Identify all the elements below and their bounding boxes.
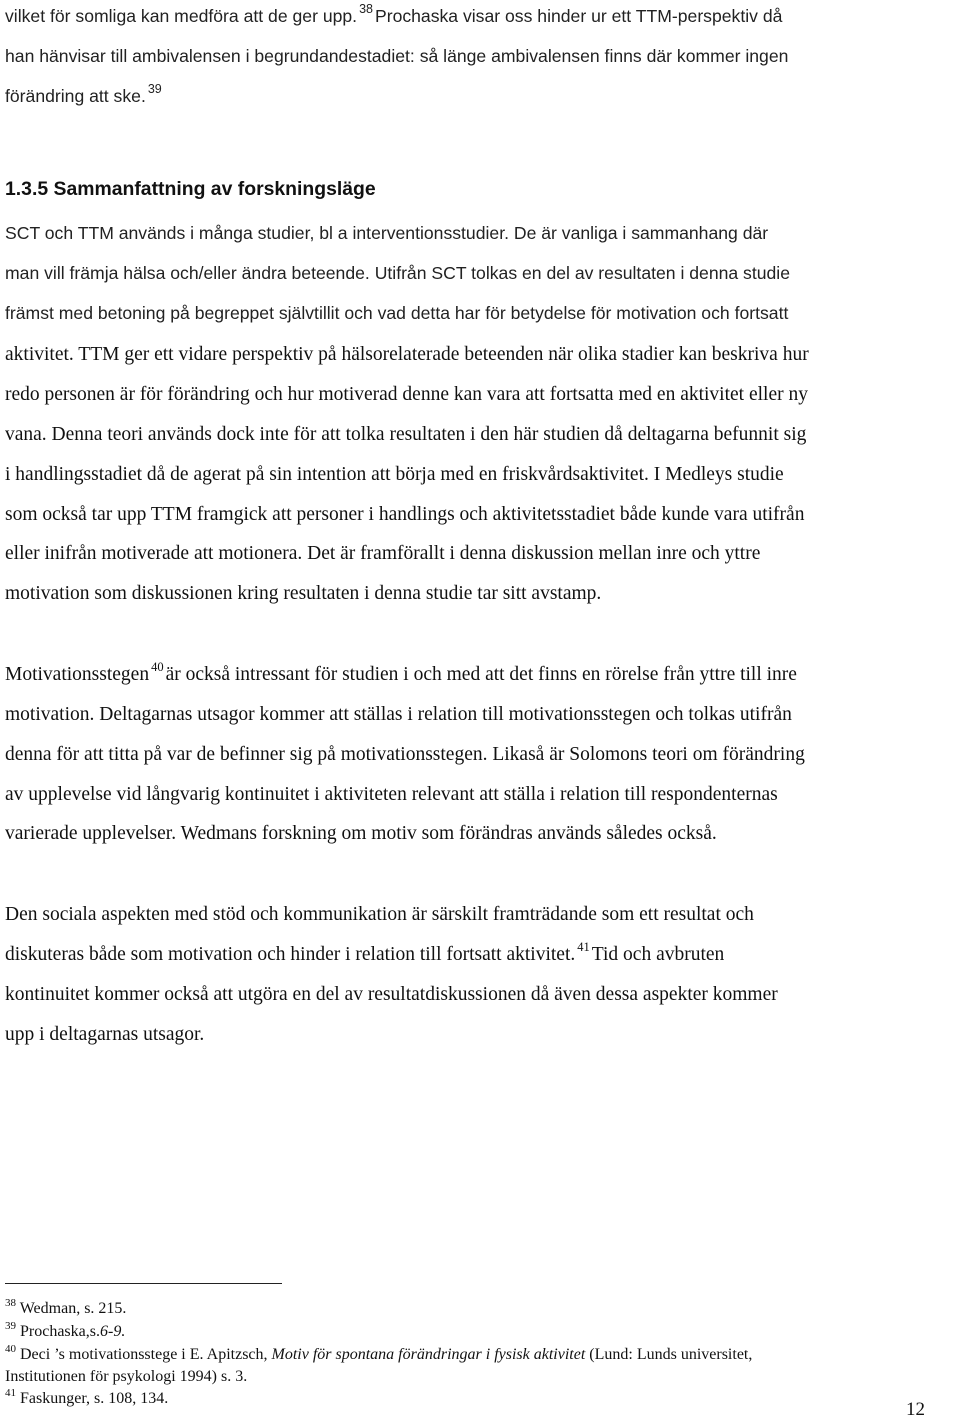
footnote-40-line-2: Institutionen för psykologi 1994) s. 3. xyxy=(5,1368,248,1385)
p2-line-5: varierade upplevelser. Wedmans forskning om motiv som förändras används således också. xyxy=(5,823,717,844)
p2-line-2: motivation. Deltagarnas utsagor kommer att ställas i relation till motivationsstegen och tolkas utifrån xyxy=(5,704,792,725)
footnote-39: $^{39}$ Prochaska,s.6-9. xyxy=(5,1320,126,1340)
footnote-separator xyxy=(5,1283,282,1284)
p1-line-3: främst med betoning på begreppet självtillit och vad detta har för betydelse för motivation och fortsatt xyxy=(5,303,789,323)
p1-line-8: som också tar upp TTM framgick att personer i handlings och aktivitetsstadiet både kunde vara utifrån xyxy=(5,504,805,525)
footnote-40: $^{40}$ Deci ’s motivationsstege i E. Apitzsch, Motiv för spontana förändringar i fysisk aktivitet (Lund: Lunds universitet, xyxy=(5,1343,753,1363)
intro-line-2: han hänvisar till ambivalensen i begrundandestadiet: så länge ambivalensen finns där kommer ingen xyxy=(5,46,789,66)
p1-line-2: man vill främja hälsa och/eller ändra beteende. Utifrån SCT tolkas en del av resultaten i denna studie xyxy=(5,263,791,283)
footnote-ref-39[interactable]: 39 xyxy=(147,82,162,96)
p3-line-3: kontinuitet kommer också att utgöra en del av resultatdiskussionen då även dessa aspekter kommer xyxy=(5,984,778,1005)
footnote-ref-40[interactable]: 40 xyxy=(151,660,164,674)
p2-line-1: Motivationsstegen $^{40}$ är också intressant för studien i och med att det finns en rörelse från yttre till inre xyxy=(5,660,797,685)
p1-line-6: vana. Denna teori används dock inte för att tolka resultaten i den här studien då deltagarna befunnit sig xyxy=(5,424,807,445)
footnote-41: $^{41}$ Faskunger, s. 108, 134. xyxy=(5,1387,169,1407)
p2-line-4: av upplevelse vid långvarig kontinuitet i aktiviteten relevant att ställa i relation till respondenternas xyxy=(5,784,778,805)
p2-line-3: denna för att titta på var de befinner sig på motivationsstegen. Likaså är Solomons teori om förändring xyxy=(5,744,805,765)
p3-line-2: diskuteras både som motivation och hinder i relation till fortsatt aktivitet. $^{41}$ Tid och avbruten xyxy=(5,940,725,965)
footnote-38: $^{38}$ Wedman, s. 215. xyxy=(5,1297,127,1317)
p3-line-1: Den sociala aspekten med stöd och kommunikation är särskilt framträdande som ett resultat och xyxy=(5,904,754,925)
p3-line-4: upp i deltagarnas utsagor. xyxy=(5,1024,205,1045)
p1-line-10: motivation som diskussionen kring resultaten i denna studie tar sitt avstamp. xyxy=(5,583,602,604)
p1-line-5: redo personen är för förändring och hur motiverad denne kan vara att fortsatta med en aktivitet eller ny xyxy=(5,384,808,405)
p1-line-7: i handlingsstadiet då de agerat på sin intention att börja med en friskvårdsaktivitet. I Medleys studie xyxy=(5,464,784,485)
p1-line-1: SCT och TTM används i många studier, bl a interventionsstudier. De är vanliga i sammanhang där xyxy=(5,223,769,243)
page-number: 12 xyxy=(906,1399,925,1420)
section-heading: 1.3.5 Sammanfattning av forskningsläge xyxy=(5,178,376,200)
p1-line-4: aktivitet. TTM ger ett vidare perspektiv på hälsorelaterade beteenden när olika stadier kan beskriva hur xyxy=(5,344,809,365)
intro-line-1: vilket för somliga kan medföra att de ger upp. $^{38}$ Prochaska visar oss hinder ur ett TTM-perspektiv då xyxy=(5,2,783,26)
footnote-ref-38[interactable]: 38 xyxy=(359,2,373,16)
p1-line-9: eller inifrån motiverade att motionera. Det är framförallt i denna diskussion mellan inre och yttre xyxy=(5,543,761,564)
cited-title: Motiv för spontana förändringar i fysisk aktivitet xyxy=(271,1346,586,1363)
intro-line-3: förändring att ske. $^{39}$ xyxy=(5,82,162,106)
footnote-ref-41[interactable]: 41 xyxy=(577,940,590,954)
